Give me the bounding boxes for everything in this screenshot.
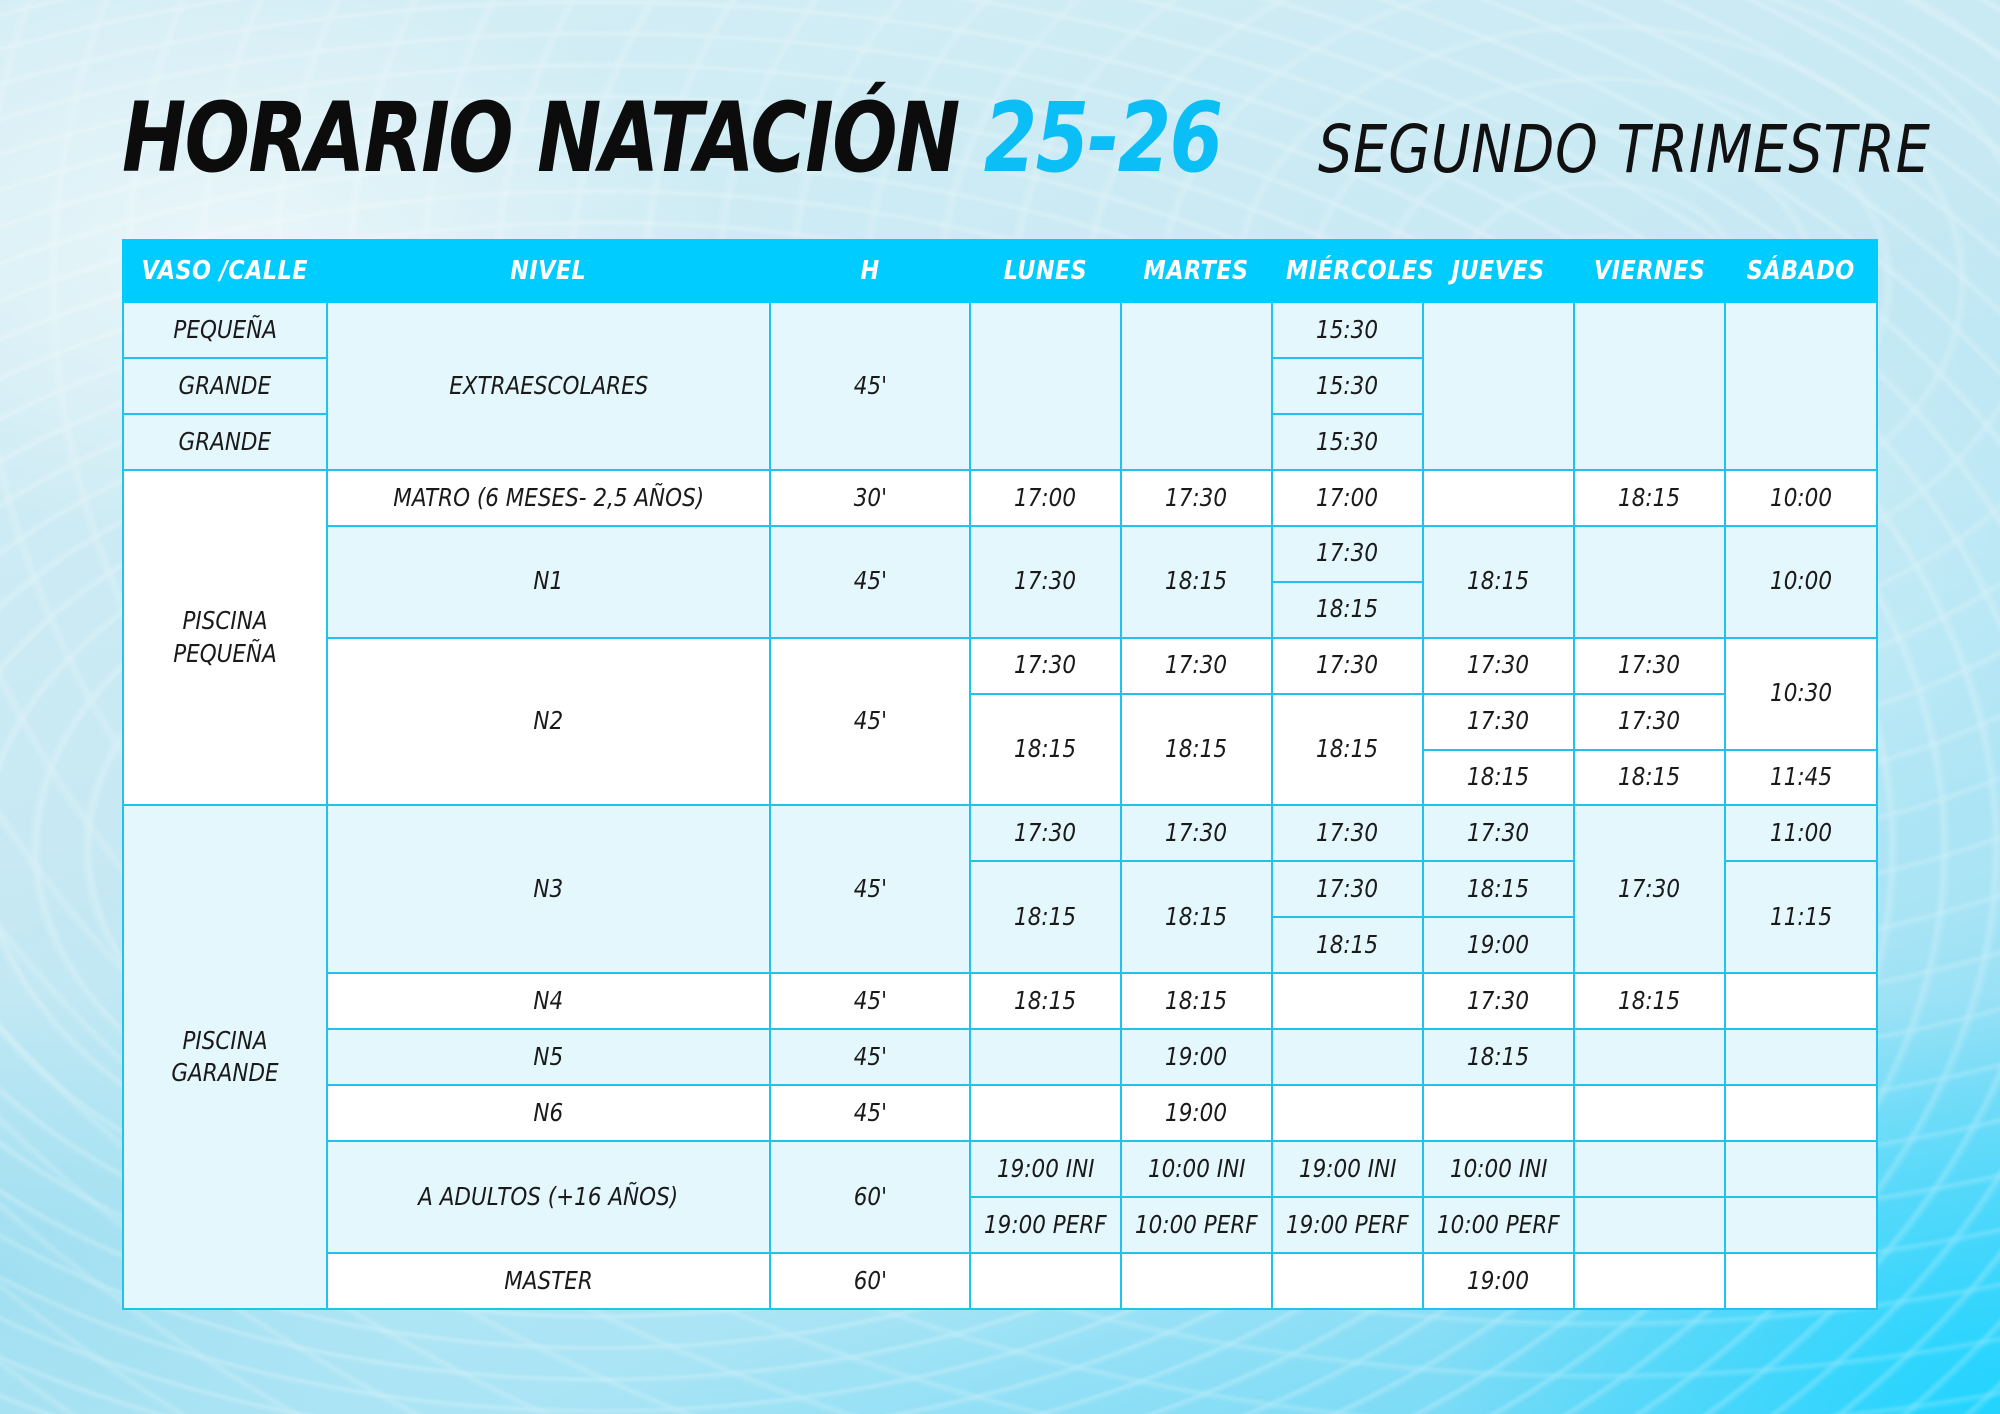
cell-lunes: 18:15 <box>970 973 1121 1029</box>
cell-jueves: 19:00 <box>1423 917 1574 973</box>
cell-jueves: 17:30 <box>1423 638 1574 694</box>
cell-martes: 17:30 <box>1121 470 1272 526</box>
cell-lunes <box>970 1085 1121 1141</box>
cell-lunes: 19:00 PERF <box>970 1197 1121 1253</box>
cell-miercoles <box>1272 1029 1423 1085</box>
cell-miercoles <box>1272 1085 1423 1141</box>
cell-h: 45' <box>770 302 970 470</box>
cell-martes: 18:15 <box>1121 973 1272 1029</box>
title-year: 25-26 <box>983 82 1222 194</box>
cell-jueves: 10:00 PERF <box>1423 1197 1574 1253</box>
cell-miercoles: 18:15 <box>1272 582 1423 638</box>
cell-miercoles: 15:30 <box>1272 302 1423 358</box>
cell-viernes <box>1574 1141 1725 1197</box>
cell-martes <box>1121 302 1272 470</box>
cell-lunes: 17:00 <box>970 470 1121 526</box>
table-row <box>123 973 1877 1029</box>
cell-martes: 18:15 <box>1121 861 1272 973</box>
cell-miercoles: 18:15 <box>1272 694 1423 806</box>
table-row <box>123 805 1877 861</box>
cell-miercoles: 17:30 <box>1272 526 1423 582</box>
col-vaso: VASO /CALLE <box>123 240 327 302</box>
col-jueves: JUEVES <box>1423 240 1574 302</box>
cell-lunes <box>970 302 1121 470</box>
cell-sabado: 10:30 <box>1725 638 1877 750</box>
cell-miercoles: 18:15 <box>1272 917 1423 973</box>
cell-viernes <box>1574 1197 1725 1253</box>
cell-jueves: 10:00 INI <box>1423 1141 1574 1197</box>
cell-vaso: PEQUEÑA <box>123 302 327 358</box>
cell-lunes <box>970 1029 1121 1085</box>
col-viernes: VIERNES <box>1574 240 1725 302</box>
cell-nivel: N1 <box>327 526 770 638</box>
cell-martes: 10:00 PERF <box>1121 1197 1272 1253</box>
cell-h: 60' <box>770 1253 970 1309</box>
cell-miercoles: 15:30 <box>1272 414 1423 470</box>
col-h: H <box>770 240 970 302</box>
cell-nivel: MATRO (6 MESES- 2,5 AÑOS) <box>327 470 770 526</box>
cell-jueves: 17:30 <box>1423 805 1574 861</box>
cell-h: 45' <box>770 1029 970 1085</box>
cell-jueves: 17:30 <box>1423 973 1574 1029</box>
cell-viernes <box>1574 526 1725 638</box>
cell-jueves: 18:15 <box>1423 750 1574 806</box>
cell-miercoles: 17:30 <box>1272 861 1423 917</box>
cell-jueves: 18:15 <box>1423 526 1574 638</box>
table-row <box>123 1253 1877 1309</box>
cell-martes: 18:15 <box>1121 694 1272 806</box>
cell-vaso: PISCINA GARANDE <box>123 805 327 1309</box>
cell-lunes: 19:00 INI <box>970 1141 1121 1197</box>
cell-h: 30' <box>770 470 970 526</box>
cell-sabado <box>1725 1085 1877 1141</box>
cell-vaso: GRANDE <box>123 414 327 470</box>
cell-jueves <box>1423 1085 1574 1141</box>
cell-sabado <box>1725 302 1877 470</box>
cell-viernes <box>1574 1029 1725 1085</box>
cell-lunes: 17:30 <box>970 805 1121 861</box>
cell-sabado <box>1725 1029 1877 1085</box>
cell-sabado: 11:00 <box>1725 805 1877 861</box>
cell-sabado: 11:15 <box>1725 861 1877 973</box>
cell-h: 60' <box>770 1141 970 1253</box>
cell-martes: 17:30 <box>1121 805 1272 861</box>
col-martes: MARTES <box>1121 240 1272 302</box>
cell-miercoles: 17:30 <box>1272 638 1423 694</box>
cell-jueves: 18:15 <box>1423 1029 1574 1085</box>
schedule-table <box>122 239 1878 1310</box>
cell-vaso: GRANDE <box>123 358 327 414</box>
cell-miercoles: 15:30 <box>1272 358 1423 414</box>
cell-lunes: 18:15 <box>970 861 1121 973</box>
cell-jueves: 17:30 <box>1423 694 1574 750</box>
cell-viernes <box>1574 1085 1725 1141</box>
cell-nivel: EXTRAESCOLARES <box>327 302 770 470</box>
col-sabado: SÁBADO <box>1725 240 1877 302</box>
cell-viernes: 17:30 <box>1574 805 1725 973</box>
cell-martes: 19:00 <box>1121 1029 1272 1085</box>
table-row <box>123 1085 1877 1141</box>
cell-viernes: 17:30 <box>1574 638 1725 694</box>
cell-miercoles: 19:00 PERF <box>1272 1197 1423 1253</box>
cell-viernes: 18:15 <box>1574 470 1725 526</box>
cell-h: 45' <box>770 1085 970 1141</box>
cell-viernes: 17:30 <box>1574 694 1725 750</box>
cell-miercoles: 17:00 <box>1272 470 1423 526</box>
header-row <box>123 240 1877 302</box>
cell-nivel: A ADULTOS (+16 AÑOS) <box>327 1141 770 1253</box>
col-nivel: NIVEL <box>327 240 770 302</box>
table-row <box>123 526 1877 582</box>
cell-miercoles <box>1272 1253 1423 1309</box>
cell-martes: 17:30 <box>1121 638 1272 694</box>
cell-sabado <box>1725 1197 1877 1253</box>
cell-lunes <box>970 1253 1121 1309</box>
cell-nivel: N5 <box>327 1029 770 1085</box>
table-row <box>123 1141 1877 1197</box>
cell-lunes: 18:15 <box>970 694 1121 806</box>
cell-lunes: 17:30 <box>970 526 1121 638</box>
cell-miercoles: 17:30 <box>1272 805 1423 861</box>
table-row <box>123 470 1877 526</box>
title-main: HORARIO NATACIÓN <box>122 82 959 194</box>
cell-vaso: PISCINA PEQUEÑA <box>123 470 327 806</box>
table-row <box>123 638 1877 694</box>
table-row <box>123 302 1877 358</box>
cell-sabado: 10:00 <box>1725 470 1877 526</box>
cell-nivel: N3 <box>327 805 770 973</box>
cell-sabado: 10:00 <box>1725 526 1877 638</box>
cell-nivel: MASTER <box>327 1253 770 1309</box>
cell-martes: 10:00 INI <box>1121 1141 1272 1197</box>
cell-jueves <box>1423 470 1574 526</box>
cell-martes <box>1121 1253 1272 1309</box>
cell-viernes: 18:15 <box>1574 750 1725 806</box>
cell-viernes <box>1574 302 1725 470</box>
cell-nivel: N4 <box>327 973 770 1029</box>
page-title <box>122 78 1221 198</box>
cell-jueves: 19:00 <box>1423 1253 1574 1309</box>
cell-sabado: 11:45 <box>1725 750 1877 806</box>
cell-miercoles <box>1272 973 1423 1029</box>
cell-miercoles: 19:00 INI <box>1272 1141 1423 1197</box>
cell-martes: 18:15 <box>1121 526 1272 638</box>
col-lunes: LUNES <box>970 240 1121 302</box>
cell-sabado <box>1725 1141 1877 1197</box>
cell-nivel: N6 <box>327 1085 770 1141</box>
cell-h: 45' <box>770 526 970 638</box>
cell-h: 45' <box>770 638 970 806</box>
cell-h: 45' <box>770 805 970 973</box>
cell-viernes <box>1574 1253 1725 1309</box>
table-row <box>123 1029 1877 1085</box>
cell-jueves: 18:15 <box>1423 861 1574 917</box>
cell-sabado <box>1725 973 1877 1029</box>
col-miercoles: MIÉRCOLES <box>1272 240 1423 302</box>
cell-martes: 19:00 <box>1121 1085 1272 1141</box>
page-subtitle: SEGUNDO TRIMESTRE <box>1318 111 1931 188</box>
cell-viernes: 18:15 <box>1574 973 1725 1029</box>
cell-sabado <box>1725 1253 1877 1309</box>
cell-jueves <box>1423 302 1574 470</box>
cell-h: 45' <box>770 973 970 1029</box>
cell-lunes: 17:30 <box>970 638 1121 694</box>
cell-nivel: N2 <box>327 638 770 806</box>
